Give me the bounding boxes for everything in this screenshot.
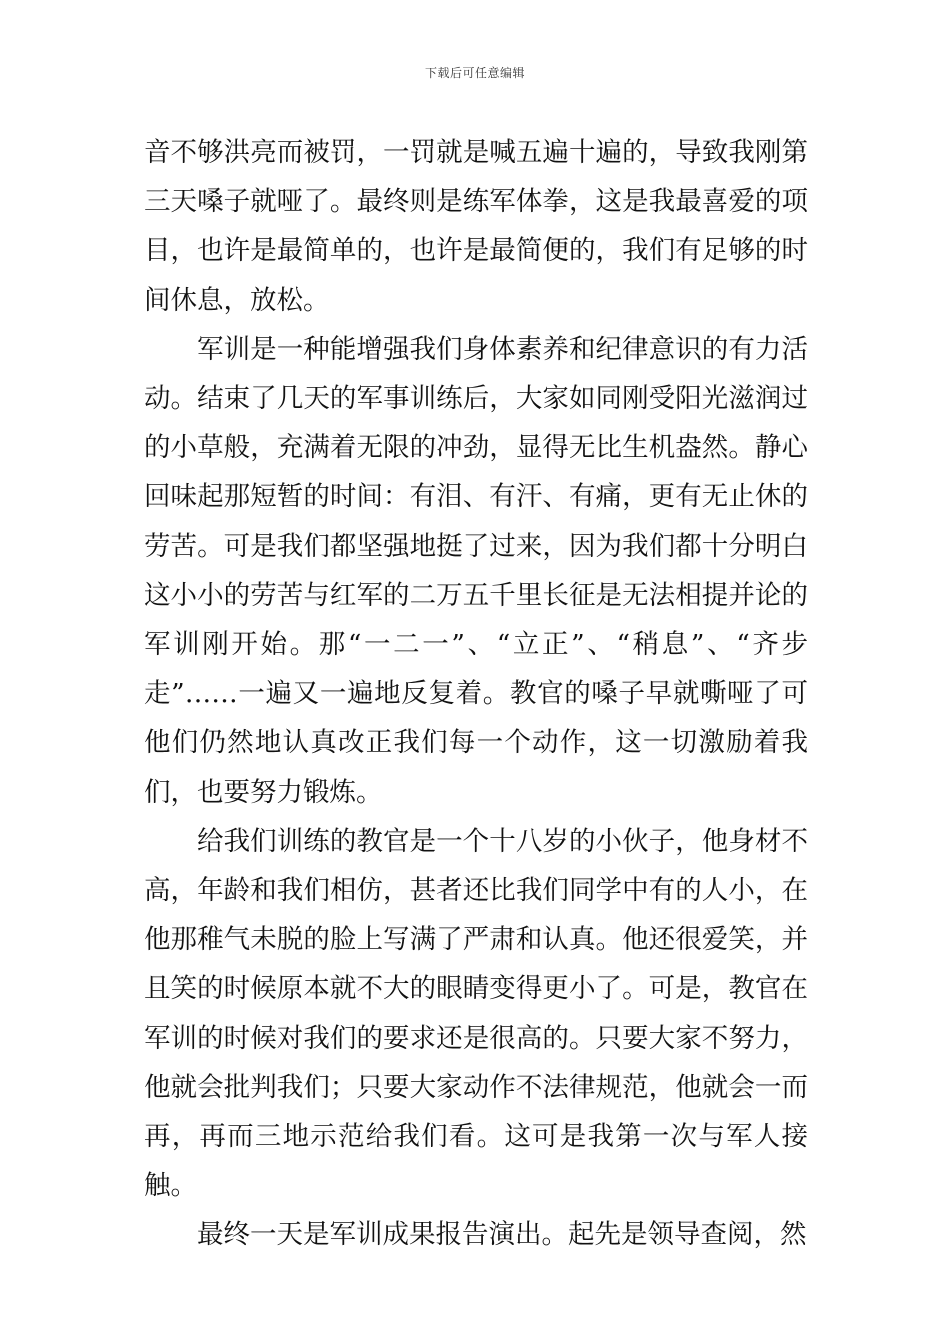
body-text bbox=[144, 128, 808, 1260]
paragraph-3: 给我们训练的教官是一个十八岁的小伙子，他身材不高，年龄和我们相仿，甚者还比我们同学中有的人小，在他那稚气未脱的脸上写满了严肃和认真。他还很爱笑，并且笑的时候原本就不大的眼睛变得更小了。可是，教官在军训的时候对我们的要求还是很高的。只要大家不努力，他就会批判我们；只要大家动作不法律规范，他就会一而再，再而三地示范给我们看。这可是我第一次与军人接触。 bbox=[144, 825, 808, 1202]
paragraph-1: 音不够洪亮而被罚，一罚就是喊五遍十遍的，导致我刚第三天嗓子就哑了。最终则是练军体拳，这是我最喜爱的项目，也许是最简单的，也许是最简便的，我们有足够的时间休息，放松。 bbox=[144, 137, 808, 316]
page-header: 下载后可任意编辑 bbox=[424, 66, 525, 80]
paragraph-4: 最终一天是军训成果报告演出。起先是领导查阅，然 bbox=[197, 1219, 807, 1251]
paragraph-2: 军训是一种能增强我们身体素养和纪律意识的有力活动。结束了几天的军事训练后，大家如同刚受阳光滋润过的小草般，充满着无限的冲劲，显得无比生机盎然。静心回味起那短暂的时间：有泪、有汗、有痛，更有无止休的劳苦。可是我们都坚强地挺了过来，因为我们都十分明白这小小的劳苦与红军的二万五千里长征是无法相提并论的军训刚开始。那“一二一”、“立正”、“稍息”、“齐步走”……一遍又一遍地反复着。教官的嗓子早就嘶哑了可他们仍然地认真改正我们每一个动作，这一切激励着我们，也要努力锻炼。 bbox=[144, 333, 808, 808]
